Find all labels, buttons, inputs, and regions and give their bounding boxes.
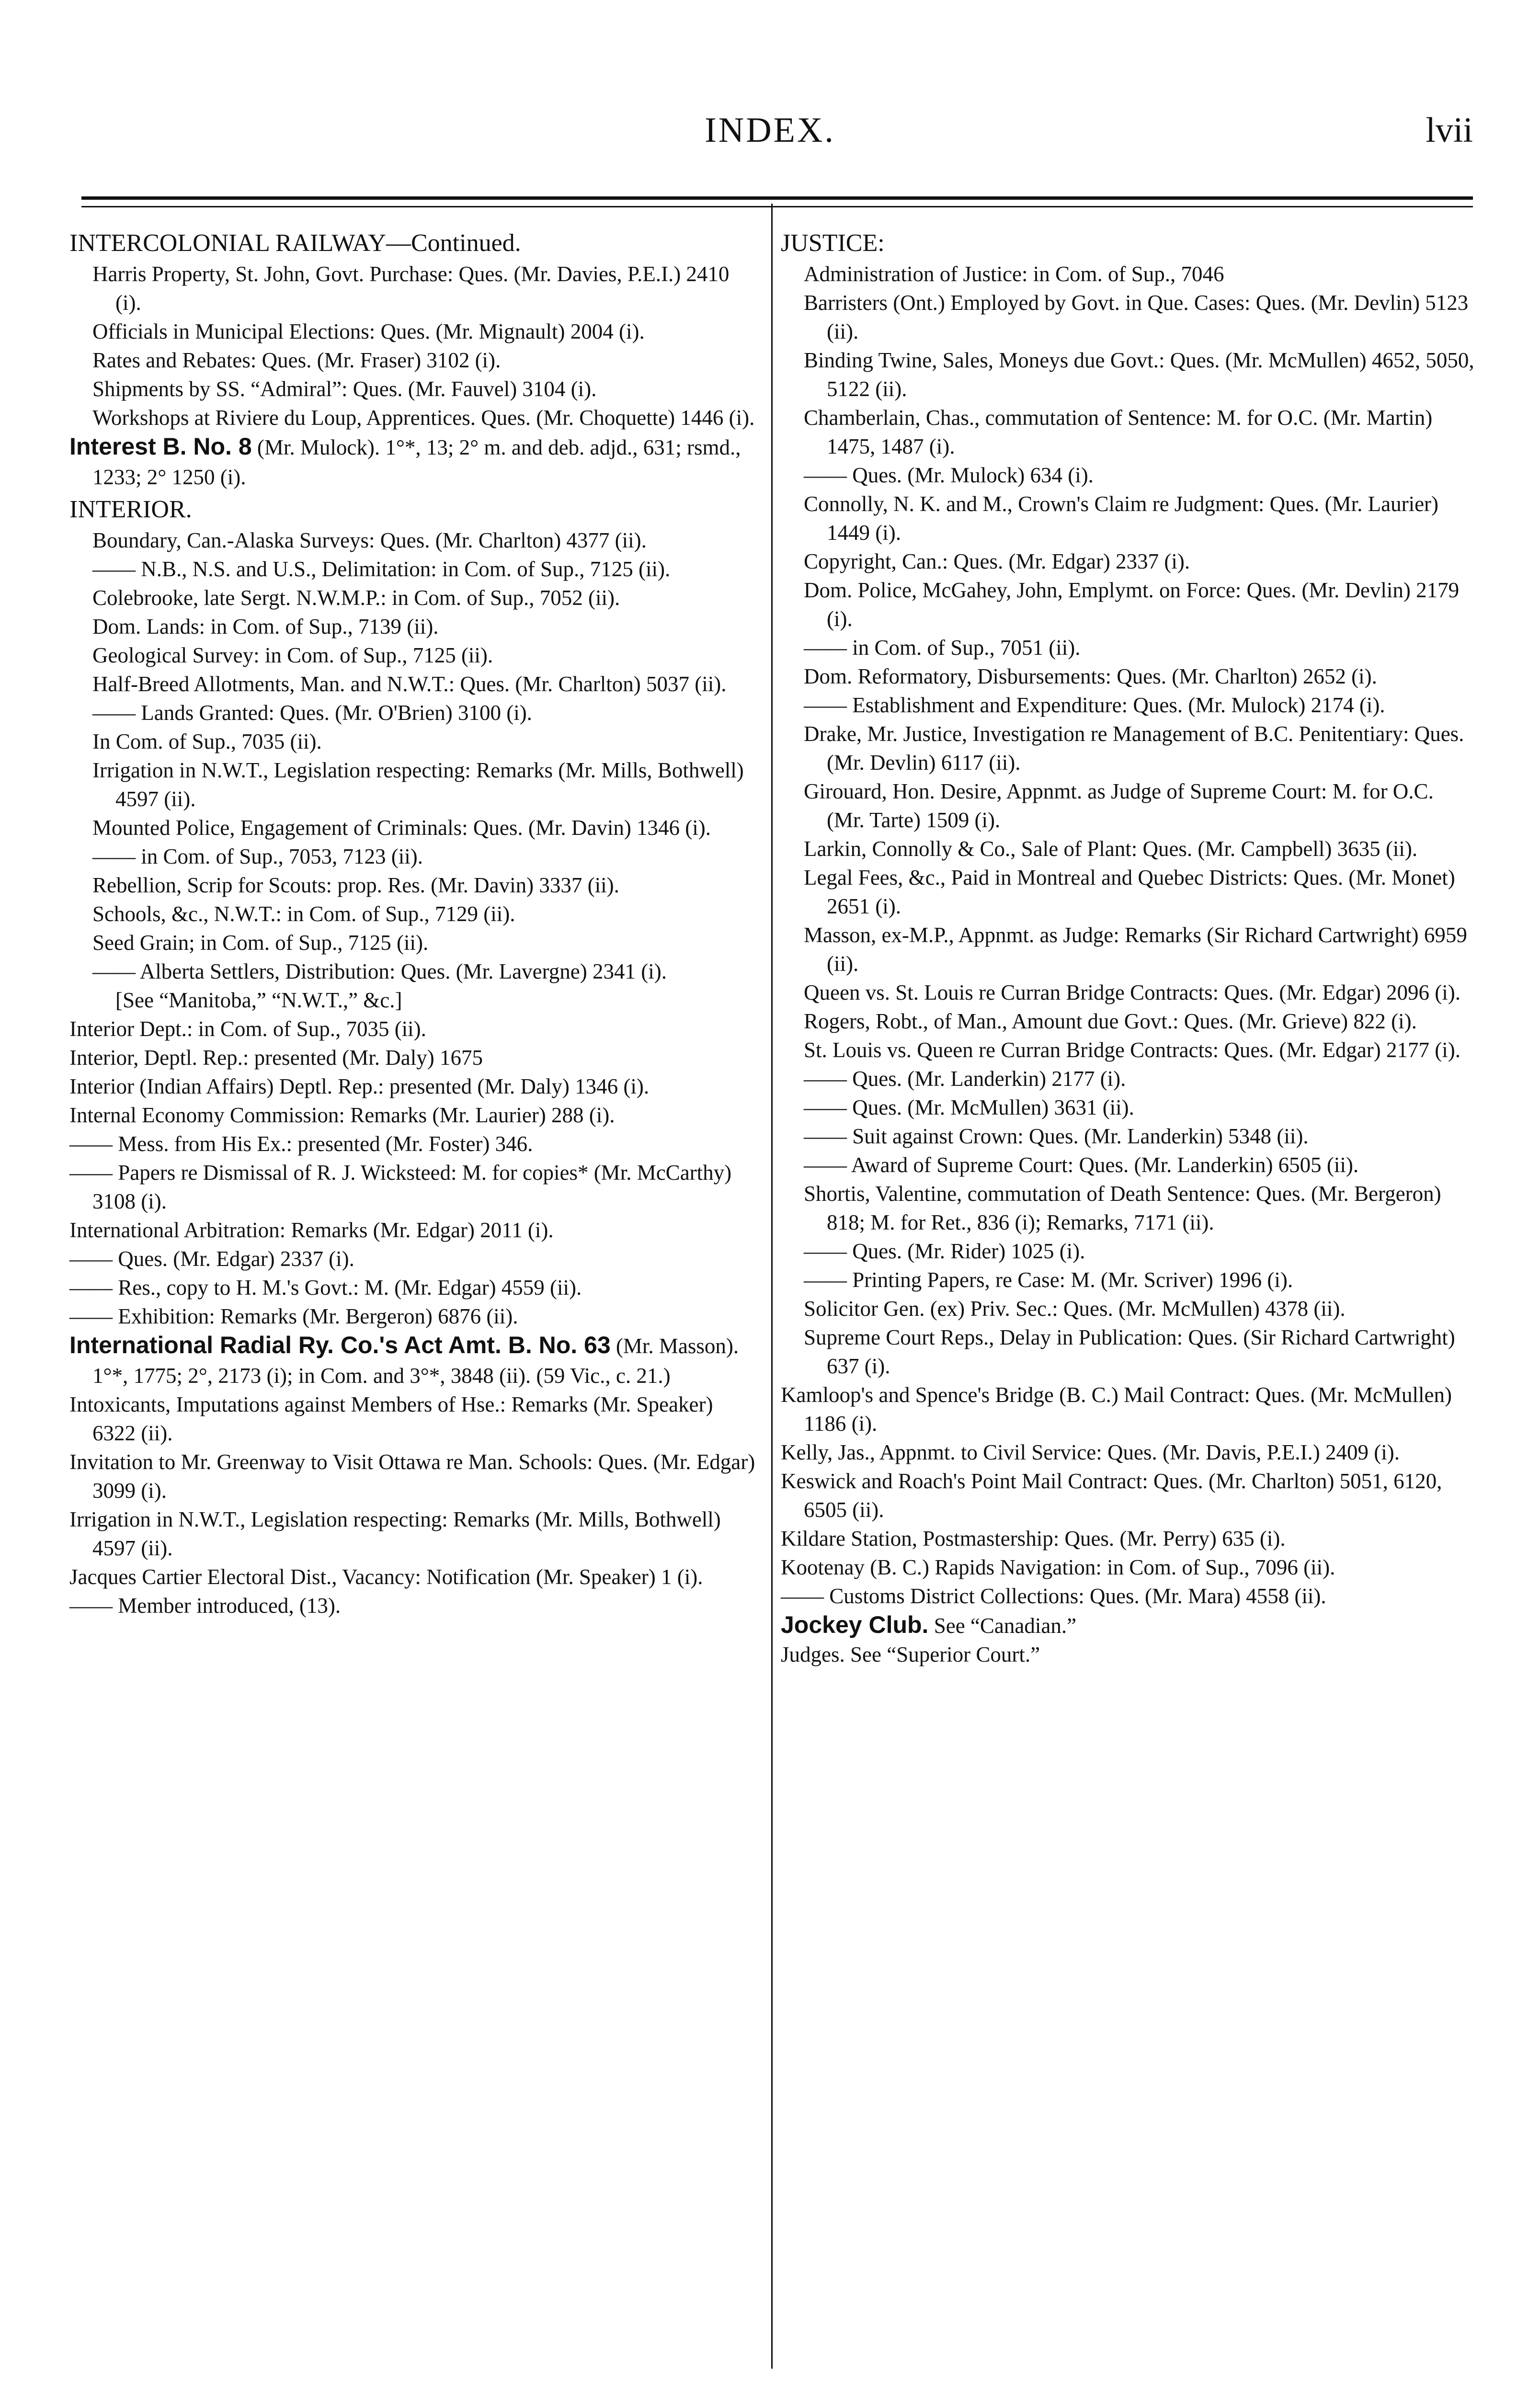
index-subentry: —— in Com. of Sup., 7051 (ii). bbox=[804, 636, 1081, 660]
index-subentry: Queen vs. St. Louis re Curran Bridge Contracts: Ques. (Mr. Edgar) 2096 (i). bbox=[804, 981, 1460, 1004]
index-subentry: Binding Twine, Sales, Moneys due Govt.: Ques. (Mr. McMullen) 4652, 5050, 5122 (ii). bbox=[804, 348, 1474, 401]
index-subentry: Masson, ex-M.P., Appnmt. as Judge: Remarks (Sir Richard Cartwright) 6959 (ii). bbox=[804, 923, 1467, 976]
page-number: lvii bbox=[1426, 111, 1473, 150]
index-subentry: —— Ques. (Mr. Mulock) 634 (i). bbox=[804, 463, 1094, 487]
index-entry: —— Exhibition: Remarks (Mr. Bergeron) 6876 (ii). bbox=[69, 1304, 518, 1328]
index-entry: Intoxicants, Imputations against Members of Hse.: Remarks (Mr. Speaker) 6322 (ii). bbox=[69, 1392, 713, 1445]
index-bill-entry bbox=[781, 1610, 1475, 1640]
index-subentry: Harris Property, St. John, Govt. Purchase: Ques. (Mr. Davies, P.E.I.) 2410 (i). bbox=[92, 262, 730, 315]
index-entry: Invitation to Mr. Greenway to Visit Ottawa re Man. Schools: Ques. (Mr. Edgar) 3099 (i). bbox=[69, 1450, 755, 1503]
index-entry: —— Ques. (Mr. Edgar) 2337 (i). bbox=[69, 1247, 354, 1271]
bill-details: See “Canadian.” bbox=[928, 1614, 1077, 1638]
index-bill-entry bbox=[69, 432, 759, 491]
index-subentry: —— Ques. (Mr. McMullen) 3631 (ii). bbox=[804, 1095, 1134, 1119]
index-heading: INTERIOR. bbox=[69, 496, 192, 523]
index-subentry: —— Alberta Settlers, Distribution: Ques. (Mr. Lavergne) 2341 (i). bbox=[92, 959, 667, 983]
index-subentry: Shortis, Valentine, commutation of Death Sentence: Ques. (Mr. Bergeron) 818; M. for Ret., 836 (i); Remarks, 7171 (ii). bbox=[804, 1182, 1441, 1234]
index-subentry: Seed Grain; in Com. of Sup., 7125 (ii). bbox=[92, 931, 429, 955]
header-rule-thin bbox=[81, 206, 1473, 207]
index-subentry: Solicitor Gen. (ex) Priv. Sec.: Ques. (Mr. McMullen) 4378 (ii). bbox=[804, 1297, 1346, 1321]
index-subentry: —— Ques. (Mr. Rider) 1025 (i). bbox=[804, 1239, 1085, 1263]
index-entry: Keswick and Roach's Point Mail Contract: Ques. (Mr. Charlton) 5051, 6120, 6505 (ii). bbox=[781, 1469, 1442, 1522]
index-subentry: Girouard, Hon. Desire, Appnmt. as Judge of Supreme Court: M. for O.C. (Mr. Tarte) 1509 (i). bbox=[804, 779, 1434, 832]
index-subentry: Dom. Lands: in Com. of Sup., 7139 (ii). bbox=[92, 615, 439, 639]
bill-title: Jockey Club. bbox=[781, 1611, 929, 1638]
index-subentry: [See “Manitoba,” “N.W.T.,” &c.] bbox=[115, 988, 402, 1012]
index-subentry: Shipments by SS. “Admiral”: Ques. (Mr. Fauvel) 3104 (i). bbox=[92, 377, 597, 401]
index-subentry: Copyright, Can.: Ques. (Mr. Edgar) 2337 (i). bbox=[804, 549, 1190, 573]
index-subentry: Larkin, Connolly & Co., Sale of Plant: Ques. (Mr. Campbell) 3635 (ii). bbox=[804, 837, 1418, 861]
index-subentry: —— Lands Granted: Ques. (Mr. O'Brien) 3100 (i). bbox=[92, 701, 532, 725]
index-entry: Interior Dept.: in Com. of Sup., 7035 (ii). bbox=[69, 1017, 426, 1041]
index-entry: Kildare Station, Postmastership: Ques. (Mr. Perry) 635 (i). bbox=[781, 1527, 1286, 1551]
index-subentry: Supreme Court Reps., Delay in Publication: Ques. (Sir Richard Cartwright) 637 (i). bbox=[804, 1325, 1455, 1378]
index-entry: Jacques Cartier Electoral Dist., Vacancy: Notification (Mr. Speaker) 1 (i). bbox=[69, 1565, 703, 1589]
index-subentry: —— Ques. (Mr. Landerkin) 2177 (i). bbox=[804, 1067, 1126, 1091]
index-subentry: Irrigation in N.W.T., Legislation respecting: Remarks (Mr. Mills, Bothwell) 4597 (ii). bbox=[92, 758, 744, 811]
column-divider bbox=[771, 204, 773, 2369]
page-header bbox=[67, 110, 1473, 168]
index-subentry: —— in Com. of Sup., 7053, 7123 (ii). bbox=[92, 844, 423, 868]
index-heading: JUSTICE: bbox=[781, 229, 885, 257]
index-subentry: Legal Fees, &c., Paid in Montreal and Quebec Districts: Ques. (Mr. Monet) 2651 (i). bbox=[804, 866, 1455, 918]
index-subentry: Officials in Municipal Elections: Ques. (Mr. Mignault) 2004 (i). bbox=[92, 319, 645, 343]
left-column bbox=[69, 225, 759, 1620]
index-subentry: In Com. of Sup., 7035 (ii). bbox=[92, 730, 322, 753]
index-subentry: —— N.B., N.S. and U.S., Delimitation: in Com. of Sup., 7125 (ii). bbox=[92, 557, 671, 581]
index-entry: —— Mess. from His Ex.: presented (Mr. Foster) 346. bbox=[69, 1132, 533, 1156]
index-subentry: —— Printing Papers, re Case: M. (Mr. Scriver) 1996 (i). bbox=[804, 1268, 1293, 1292]
index-subentry: Drake, Mr. Justice, Investigation re Management of B.C. Penitentiary: Ques. (Mr. Devlin) 6117 (ii). bbox=[804, 722, 1464, 775]
index-entry: —— Customs District Collections: Ques. (Mr. Mara) 4558 (ii). bbox=[781, 1584, 1326, 1608]
index-entry: —— Papers re Dismissal of R. J. Wicksteed: M. for copies* (Mr. McCarthy) 3108 (i). bbox=[69, 1161, 732, 1213]
index-subentry: Geological Survey: in Com. of Sup., 7125 (ii). bbox=[92, 643, 493, 667]
index-subentry: —— Suit against Crown: Ques. (Mr. Landerkin) 5348 (ii). bbox=[804, 1124, 1309, 1148]
index-subentry: Workshops at Riviere du Loup, Apprentices. Ques. (Mr. Choquette) 1446 (i). bbox=[92, 406, 755, 430]
index-subentry: Schools, &c., N.W.T.: in Com. of Sup., 7129 (ii). bbox=[92, 902, 515, 926]
bill-details: (Mr. Mulock). 1°*, 13; 2° m. and deb. adjd., 631; rsmd., 1233; 2° 1250 (i). bbox=[92, 435, 741, 489]
index-subentry: —— Establishment and Expenditure: Ques. (Mr. Mulock) 2174 (i). bbox=[804, 693, 1385, 717]
index-entry: Interior, Deptl. Rep.: presented (Mr. Daly) 1675 bbox=[69, 1046, 483, 1070]
index-subentry: Colebrooke, late Sergt. N.W.M.P.: in Com. of Sup., 7052 (ii). bbox=[92, 586, 620, 610]
index-subentry: Rebellion, Scrip for Scouts: prop. Res. (Mr. Davin) 3337 (ii). bbox=[92, 873, 619, 897]
index-heading: INTERCOLONIAL RAILWAY—Continued. bbox=[69, 229, 521, 257]
right-column bbox=[781, 225, 1475, 1669]
bill-title: International Radial Ry. Co.'s Act Amt. B. No. 63 bbox=[69, 1332, 611, 1358]
index-subentry: Rogers, Robt., of Man., Amount due Govt.: Ques. (Mr. Grieve) 822 (i). bbox=[804, 1009, 1417, 1033]
index-entry: Irrigation in N.W.T., Legislation respecting: Remarks (Mr. Mills, Bothwell) 4597 (ii). bbox=[69, 1507, 721, 1560]
index-subentry: Connolly, N. K. and M., Crown's Claim re Judgment: Ques. (Mr. Laurier) 1449 (i). bbox=[804, 492, 1439, 545]
index-bill-entry bbox=[69, 1331, 759, 1390]
index-entry: Kamloop's and Spence's Bridge (B. C.) Mail Contract: Ques. (Mr. McMullen) 1186 (i). bbox=[781, 1383, 1452, 1436]
index-subentry: Dom. Police, McGahey, John, Emplymt. on Force: Ques. (Mr. Devlin) 2179 (i). bbox=[804, 578, 1460, 631]
index-subentry: Dom. Reformatory, Disbursements: Ques. (Mr. Charlton) 2652 (i). bbox=[804, 664, 1377, 688]
index-entry: Judges. See “Superior Court.” bbox=[781, 1642, 1040, 1666]
index-subentry: Half-Breed Allotments, Man. and N.W.T.: Ques. (Mr. Charlton) 5037 (ii). bbox=[92, 672, 727, 696]
bill-title: Interest B. No. 8 bbox=[69, 433, 252, 460]
index-entry: Kelly, Jas., Appnmt. to Civil Service: Ques. (Mr. Davis, P.E.I.) 2409 (i). bbox=[781, 1440, 1400, 1464]
index-subentry: Boundary, Can.-Alaska Surveys: Ques. (Mr. Charlton) 4377 (ii). bbox=[92, 528, 647, 552]
page-title: INDEX. bbox=[705, 111, 835, 150]
index-entry: International Arbitration: Remarks (Mr. Edgar) 2011 (i). bbox=[69, 1218, 554, 1242]
index-subentry: Administration of Justice: in Com. of Sup., 7046 bbox=[804, 262, 1224, 286]
index-subentry: St. Louis vs. Queen re Curran Bridge Contracts: Ques. (Mr. Edgar) 2177 (i). bbox=[804, 1038, 1460, 1062]
index-subentry: Chamberlain, Chas., commutation of Sentence: M. for O.C. (Mr. Martin) 1475, 1487 (i). bbox=[804, 406, 1433, 458]
index-entry: Internal Economy Commission: Remarks (Mr. Laurier) 288 (i). bbox=[69, 1103, 615, 1127]
index-entry: —— Member introduced, (13). bbox=[69, 1594, 341, 1618]
index-entry: —— Res., copy to H. M.'s Govt.: M. (Mr. Edgar) 4559 (ii). bbox=[69, 1276, 582, 1300]
index-entry: Kootenay (B. C.) Rapids Navigation: in Com. of Sup., 7096 (ii). bbox=[781, 1555, 1335, 1579]
bill-details: (Mr. Masson). 1°*, 1775; 2°, 2173 (i); in Com. and 3°*, 3848 (ii). (59 Vic., c. 21.) bbox=[92, 1334, 739, 1388]
header-rule-thick bbox=[81, 196, 1473, 200]
index-subentry: Mounted Police, Engagement of Criminals: Ques. (Mr. Davin) 1346 (i). bbox=[92, 816, 711, 840]
index-subentry: —— Award of Supreme Court: Ques. (Mr. Landerkin) 6505 (ii). bbox=[804, 1153, 1359, 1177]
index-subentry: Rates and Rebates: Ques. (Mr. Fraser) 3102 (i). bbox=[92, 348, 501, 372]
index-subentry: Barristers (Ont.) Employed by Govt. in Que. Cases: Ques. (Mr. Devlin) 5123 (ii). bbox=[804, 291, 1469, 343]
index-entry: Interior (Indian Affairs) Deptl. Rep.: presented (Mr. Daly) 1346 (i). bbox=[69, 1074, 650, 1098]
